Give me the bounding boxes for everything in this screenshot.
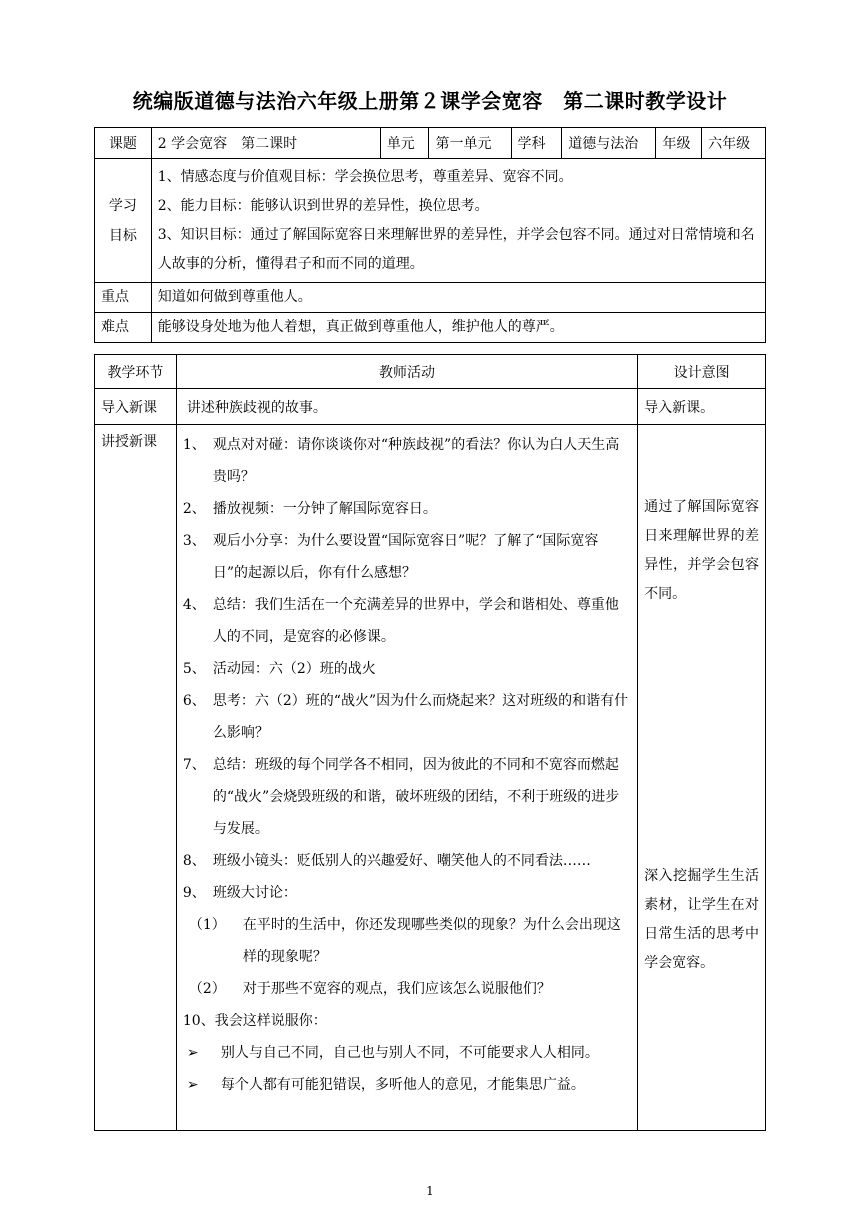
intent-header: 设计意图 <box>638 355 766 389</box>
persuasion-bullet: ➢ 每个人都有可能犯错误，多听他人的意见，才能集思广益。 <box>183 1069 629 1101</box>
lesson-activities <box>176 425 637 1131</box>
goal-item: 1、情感态度与价值观目标：学会换位思考，尊重差异、宽容不同。 <box>157 169 573 185</box>
goals-row <box>95 159 766 283</box>
process-header-row <box>95 355 766 389</box>
unit-value: 第一单元 <box>429 128 511 159</box>
arrow-bullet-icon: ➢ <box>186 1045 199 1061</box>
topic-label: 课题 <box>95 128 152 159</box>
topic-value: 2 学会宽容 第二课时 <box>151 128 380 159</box>
goals-label <box>95 159 152 283</box>
key-point-text: 知道如何做到尊重他人。 <box>151 283 765 313</box>
activity-header: 教师活动 <box>176 355 637 389</box>
lesson-stage: 讲授新课 <box>95 425 177 1131</box>
discussion-sub-item: （1） 在平时的生活中，你还发现哪些类似的现象？为什么会出现这样的现象呢？ <box>188 917 621 965</box>
unit-label: 单元 <box>380 128 429 159</box>
goal-item: 2、能力目标：能够认识到世界的差异性，换位思考。 <box>157 198 489 214</box>
info-table <box>94 127 766 343</box>
difficulty-text: 能够设身处地为他人着想，真正做到尊重他人，维护他人的尊严。 <box>151 313 765 343</box>
intro-row <box>95 389 766 425</box>
goal-item: 3、知识目标：通过了解国际宽容日来理解世界的差异性，并学会包容不同。通过对日常情境和名人故事的分析，懂得君子和而不同的道理。 <box>157 227 755 272</box>
subject-value: 道德与法治 <box>562 128 656 159</box>
key-point-label: 重点 <box>95 283 152 313</box>
discussion-sub-item: （2） 对于那些不宽容的观点，我们应该怎么说服他们？ <box>188 981 551 997</box>
arrow-bullet-icon: ➢ <box>186 1077 199 1093</box>
goals-label-line2: 目标 <box>108 227 137 244</box>
activity-item: 4、 总结：我们生活在一个充满差异的世界中，学会和谐相处、尊重他人的不同，是宽容的必修课。 <box>182 597 619 645</box>
subject-label: 学科 <box>511 128 562 159</box>
difficulty-label: 难点 <box>95 313 152 343</box>
intro-intent: 导入新课。 <box>638 389 766 425</box>
grade-label: 年级 <box>656 128 702 159</box>
info-row <box>95 128 766 159</box>
activity-item: 7、 总结：班级的每个同学各不相同，因为彼此的不同和不宽容而燃起的“战火”会烧毁班级的和谐，破坏班级的团结，不利于班级的进步与发展。 <box>182 757 620 837</box>
page-number: 1 <box>426 1184 434 1198</box>
difficulty-row <box>95 313 766 343</box>
activity-item: 1、 观点对对碰：请你谈谈你对“种族歧视”的看法？你认为白人天生高贵吗？ <box>182 437 620 485</box>
intent-text-1: 通过了解国际宽容日来理解世界的差异性，并学会包容不同。 <box>644 499 759 602</box>
goals-content <box>151 159 765 283</box>
activity-item: 8、 班级小镜头：贬低别人的兴趣爱好、嘲笑他人的不同看法…… <box>182 853 591 869</box>
key-point-row <box>95 283 766 313</box>
goals-label-line1: 学习 <box>108 197 137 214</box>
intent-text-2: 深入挖掘学生生活素材，让学生在对日常生活的思考中学会宽容。 <box>644 868 759 971</box>
process-table <box>94 354 766 1131</box>
stage-header: 教学环节 <box>95 355 177 389</box>
intro-activity: 讲述种族歧视的故事。 <box>176 389 637 425</box>
activity-item: 10、我会这样说服你： <box>182 1013 327 1029</box>
activity-item: 5、 活动园：六（2）班的战火 <box>182 661 376 677</box>
lesson-intent <box>638 425 766 1131</box>
activity-item: 3、 观后小分享：为什么要设置“国际宽容日”呢？了解了“国际宽容日”的起源以后，你有什么感想？ <box>182 533 599 581</box>
persuasion-bullet: ➢ 别人与自己不同，自己也与别人不同，不可能要求人人相同。 <box>183 1037 629 1069</box>
activity-item: 9、 班级大讨论： <box>182 885 297 901</box>
activity-item: 6、 思考：六（2）班的“战火”因为什么而烧起来？这对班级的和谐有什么影响？ <box>182 693 629 741</box>
grade-value: 六年级 <box>702 128 766 159</box>
activity-item: 2、 播放视频：一分钟了解国际宽容日。 <box>182 501 437 517</box>
lesson-row <box>95 425 766 1131</box>
document-title: 统编版道德与法治六年级上册第２课学会宽容 第二课时教学设计 <box>132 89 728 113</box>
intro-stage: 导入新课 <box>95 389 177 425</box>
